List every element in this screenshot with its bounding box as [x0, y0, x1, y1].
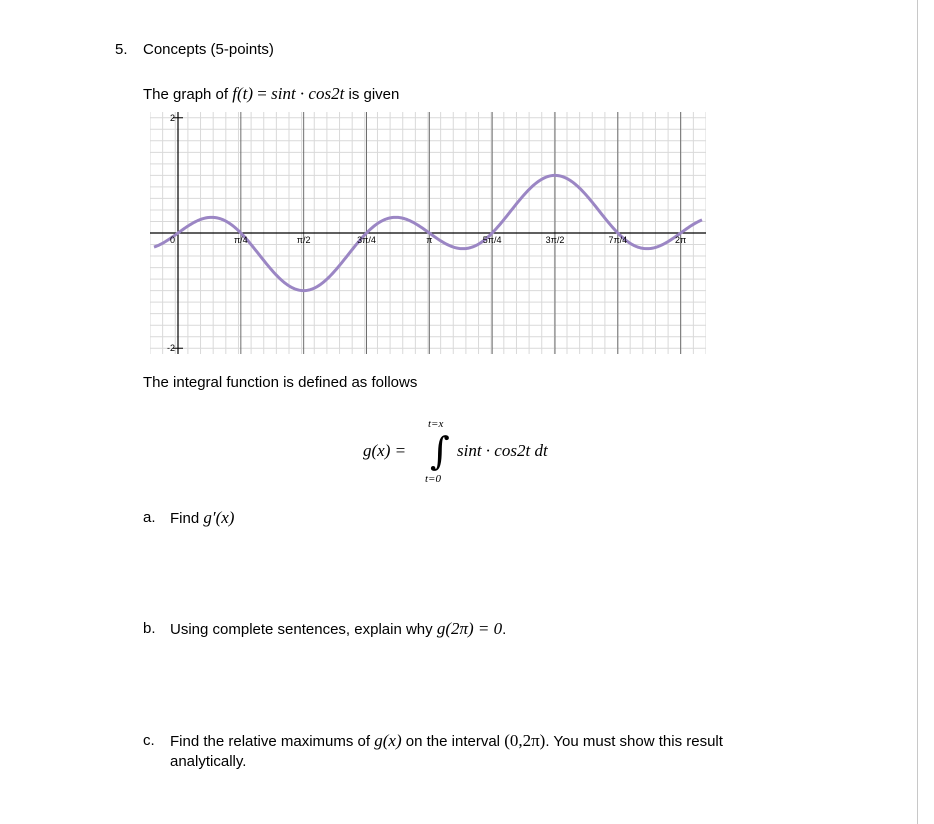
problem-number: 5.: [115, 41, 128, 58]
x-tick-label: 3π/2: [545, 235, 565, 245]
x-tick-label: 2π: [675, 235, 687, 245]
x-tick-label: 3π/4: [357, 235, 376, 245]
part-a-text: Find: [170, 510, 204, 527]
x-tick-label: π/4: [233, 235, 248, 245]
part-c-line2: analytically.: [170, 753, 247, 770]
integral-sign: ∫: [430, 429, 450, 473]
intro-eq: =: [253, 84, 272, 103]
part-c-math2: (0,2π): [504, 731, 546, 750]
y-tick-label: -2: [166, 343, 175, 354]
part-c-label: c.: [143, 732, 155, 749]
intro-line: [143, 84, 399, 104]
integral-lhs: g(x) =: [363, 441, 407, 460]
x-tick-label: 0: [169, 235, 175, 245]
part-c-text3: . You must show this result: [545, 733, 723, 750]
part-c-text2: on the interval: [401, 733, 505, 750]
part-a-question: [170, 508, 234, 528]
part-a-label: a.: [143, 509, 156, 526]
part-b-label: b.: [143, 620, 156, 637]
part-c-question: [170, 731, 723, 751]
part-b-question: [170, 619, 506, 639]
integral-intro: The integral function is defined as follows: [143, 374, 418, 391]
problem-title: Concepts (5-points): [143, 41, 274, 58]
integral-lower-limit: t=0: [425, 473, 441, 485]
part-a-math: g′(x): [203, 508, 235, 527]
intro-suffix: is given: [344, 86, 400, 103]
intro-expr: sint · cos2t: [271, 84, 345, 103]
function-graph: [150, 112, 706, 354]
x-tick-label: π/2: [296, 235, 311, 245]
part-c-text1: Find the relative maximums of: [170, 733, 375, 750]
x-tick-label: 7π/4: [608, 235, 628, 245]
intro-func: f(t): [232, 84, 254, 103]
x-tick-label: π: [426, 235, 433, 245]
part-b-math: g(2π) = 0: [436, 619, 503, 638]
intro-prefix: The graph of: [143, 86, 233, 103]
integral-upper-limit: t=x: [428, 418, 444, 430]
integral-integrand: sint · cos2t dt: [457, 441, 548, 460]
part-b-suffix: .: [502, 621, 507, 638]
x-tick-label: 5π/4: [482, 235, 502, 245]
page-edge: [917, 0, 918, 824]
part-c-math1: g(x): [374, 731, 402, 750]
part-b-text: Using complete sentences, explain why: [170, 621, 437, 638]
y-tick-label: 2: [169, 112, 175, 123]
